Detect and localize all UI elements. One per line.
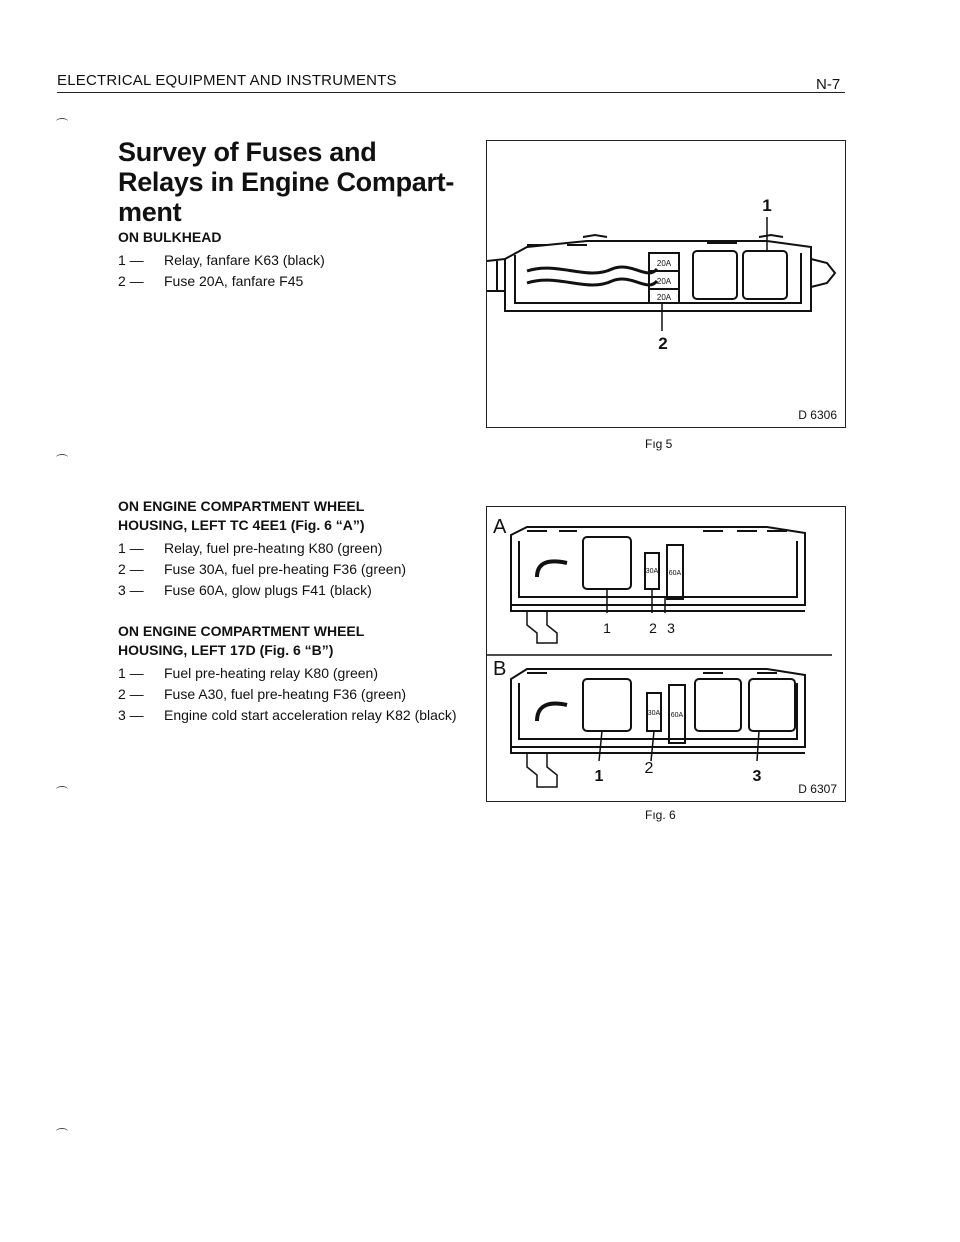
panel-letter-a: A	[493, 516, 507, 538]
section-heading: ON ENGINE COMPARTMENT WHEEL	[118, 623, 365, 639]
figure-6-caption: Fıg. 6	[645, 808, 676, 822]
page-number: N-7	[816, 76, 841, 93]
section-tc4ee1	[118, 497, 458, 601]
section-header-title: ELECTRICAL EQUIPMENT AND INSTRUMENTS	[57, 72, 397, 89]
list-item	[118, 271, 458, 292]
fuse-label: 20A	[656, 293, 672, 302]
item-text: Fuse A30, fuel pre-heatıng F36 (green)	[164, 686, 407, 702]
fuse-label: 60A	[668, 570, 682, 577]
page-title-line: Survey of Fuses and	[118, 137, 377, 167]
section-17d	[118, 622, 458, 726]
item-number: 1 —	[118, 540, 144, 556]
list-item	[118, 684, 458, 705]
list-item	[118, 580, 458, 601]
list-item	[118, 250, 458, 271]
page-title-line: Relays in Engine Compart-	[118, 167, 455, 197]
callout-2: 2	[658, 334, 668, 353]
item-text: Engine cold start acceleration relay K82 (black)	[164, 707, 457, 723]
fuse-box-wheel-housing-diagram	[487, 507, 845, 801]
page-title	[118, 137, 468, 227]
item-number: 3 —	[118, 707, 144, 723]
callout-a-3: 3	[667, 620, 675, 636]
section-heading: HOUSING, LEFT TC 4EE1 (Fig. 6 “A”)	[118, 517, 365, 533]
section-heading: HOUSING, LEFT 17D (Fig. 6 “B”)	[118, 642, 334, 658]
item-number: 2 —	[118, 273, 144, 289]
section-bulkhead	[118, 228, 458, 292]
item-number: 2 —	[118, 686, 144, 702]
item-text: Fuse 20A, fanfare F45	[164, 273, 304, 289]
fuse-box-bulkhead-diagram	[487, 141, 845, 427]
list-item	[118, 538, 458, 559]
page-title-line: ment	[118, 197, 182, 227]
list-item	[118, 705, 458, 726]
fuse-label: 20A	[656, 259, 672, 268]
fuse-label: 20A	[656, 277, 672, 286]
header-rule	[57, 92, 845, 93]
section-heading: ON BULKHEAD	[118, 229, 222, 245]
item-text: Fuse 60A, glow plugs F41 (black)	[164, 582, 372, 598]
callout-a-1: 1	[603, 620, 611, 636]
item-text: Fuse 30A, fuel pre-heating F36 (green)	[164, 561, 407, 577]
callout-a-2: 2	[649, 620, 657, 636]
margin-mark	[56, 118, 68, 125]
item-number: 1 —	[118, 252, 144, 268]
margin-mark	[56, 786, 68, 793]
figure-code: D 6307	[798, 782, 837, 796]
figure-6	[486, 506, 846, 802]
item-text: Relay, fuel pre-heatıng K80 (green)	[164, 540, 383, 556]
figure-5-caption: Fıg 5	[645, 437, 673, 451]
figure-5	[486, 140, 846, 428]
item-text: Fuel pre-heating relay K80 (green)	[164, 665, 379, 681]
callout-b-2: 2	[644, 760, 654, 777]
fuse-label: 30A	[647, 710, 661, 717]
section-heading: ON ENGINE COMPARTMENT WHEEL	[118, 498, 365, 514]
margin-mark	[56, 454, 68, 461]
callout-b-3: 3	[752, 768, 762, 785]
figure-code: D 6306	[798, 408, 837, 422]
item-number: 1 —	[118, 665, 144, 681]
callout-b-1: 1	[594, 768, 604, 785]
fuse-label: 30A	[645, 568, 659, 575]
fuse-label: 60A	[670, 712, 684, 719]
panel-letter-b: B	[493, 658, 507, 680]
callout-1: 1	[762, 196, 772, 215]
margin-mark	[56, 1128, 68, 1135]
item-number: 2 —	[118, 561, 144, 577]
item-number: 3 —	[118, 582, 144, 598]
list-item	[118, 663, 458, 684]
list-item	[118, 559, 458, 580]
item-text: Relay, fanfare K63 (black)	[164, 252, 325, 268]
